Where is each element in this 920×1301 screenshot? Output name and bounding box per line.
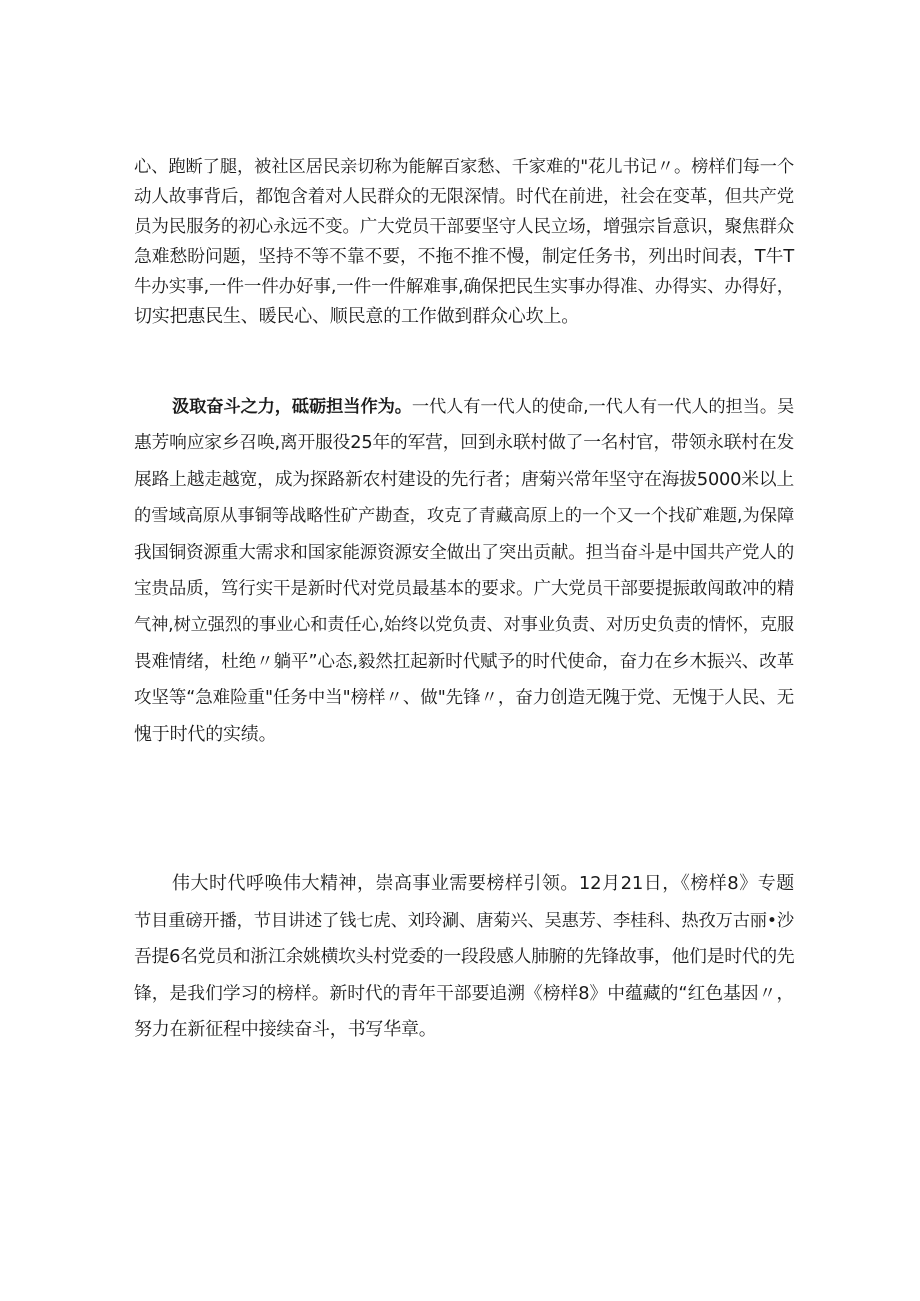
text-line bbox=[134, 389, 794, 425]
text-line: 吾提6名党员和浙江余姚横坎头村党委的一段段感人肺腑的先锋故事，他们是时代的先 bbox=[134, 947, 795, 968]
text-line: 动人故事背后，都饱含着对人民群众的无限深情。时代在前进，社会在变革，但共产党 bbox=[134, 187, 794, 207]
text-line: 员为民服务的初心永远不变。广大党员干部要坚守人民立场，增强宗旨意识，聚焦群众 bbox=[134, 217, 794, 237]
text-line: 愧于时代的实绩。 bbox=[134, 723, 277, 745]
paragraph-role-models bbox=[134, 866, 794, 1049]
text-line: 急难愁盼问题，坚持不等不靠不要，不拖不推不慢，制定任务书，列出时间表，T牛T bbox=[134, 247, 794, 267]
text-line: 惠芳响应家乡召唤,离开服役25年的军营，回到永联村做了一名村官，带领永联村在发 bbox=[134, 433, 794, 454]
paragraph-people-first bbox=[134, 152, 794, 332]
text-line: 宝贵品质，笃行实干是新时代对党员最基本的要求。广大党员干部要提振敢闯敢冲的精 bbox=[134, 578, 794, 599]
text-line: 切实把惠民生、暖民心、顺民意的工作做到群众心坎上。 bbox=[134, 306, 579, 327]
text-line: 牛办实事,一件一件办好事,一件一件解难事,确保把民生实事办得准、办得实、办得好， bbox=[134, 277, 794, 297]
heading-continuation: 一代人有一代人的使命,一代人有一代人的担当。吴 bbox=[411, 397, 795, 417]
text-line: 展路上越走越宽，成为探路新农村建设的先行者；唐菊兴常年坚守在海拔5000米以上 bbox=[134, 469, 794, 490]
text-line: 锋，是我们学习的榜样。新时代的青年干部要追溯《榜样8》中蕴藏的“红色基因〃， bbox=[134, 983, 794, 1004]
text-line: 心、跑断了腿，被社区居民亲切称为能解百家愁、千家难的"花儿书记〃。榜样们每一个 bbox=[134, 157, 794, 177]
text-line: 努力在新征程中接续奋斗，书写华章。 bbox=[134, 1019, 437, 1041]
text-line: 我国铜资源重大需求和国家能源资源安全做出了突出贡献。担当奋斗是中国共产党人的 bbox=[134, 542, 794, 563]
text-line: 气神,树立强烈的事业心和责任心,始终以党负责、对事业负责、对历史负责的情怀，克服 bbox=[134, 615, 794, 636]
paragraph-heading: 汲取奋斗之力，砥砺担当作为。 bbox=[172, 397, 412, 417]
paragraph-struggle bbox=[134, 389, 794, 753]
text-line: 畏难情绪，杜绝〃躺平”心态,毅然扛起新时代赋予的时代使命，奋力在乡木振兴、改革 bbox=[134, 651, 794, 672]
text-line: 伟大时代呼唤伟大精神，崇高事业需要榜样引领。12月21日，《榜样8》专题 bbox=[172, 873, 794, 894]
text-line: 攻坚等“急难险重"任务中当"榜样〃、做"先锋〃，奋力创造无隗于党、无愧于人民、无 bbox=[134, 688, 794, 709]
text-line: 节目重磅开播，节目讲述了钱七虎、刘玲涮、唐菊兴、吴惠芳、李桂科、热孜万古丽•沙 bbox=[134, 910, 794, 931]
text-line: 的雪域高原从事铜等战略性矿产勘查，攻克了青藏高原上的一个又一个找矿难题,为保障 bbox=[134, 506, 794, 527]
